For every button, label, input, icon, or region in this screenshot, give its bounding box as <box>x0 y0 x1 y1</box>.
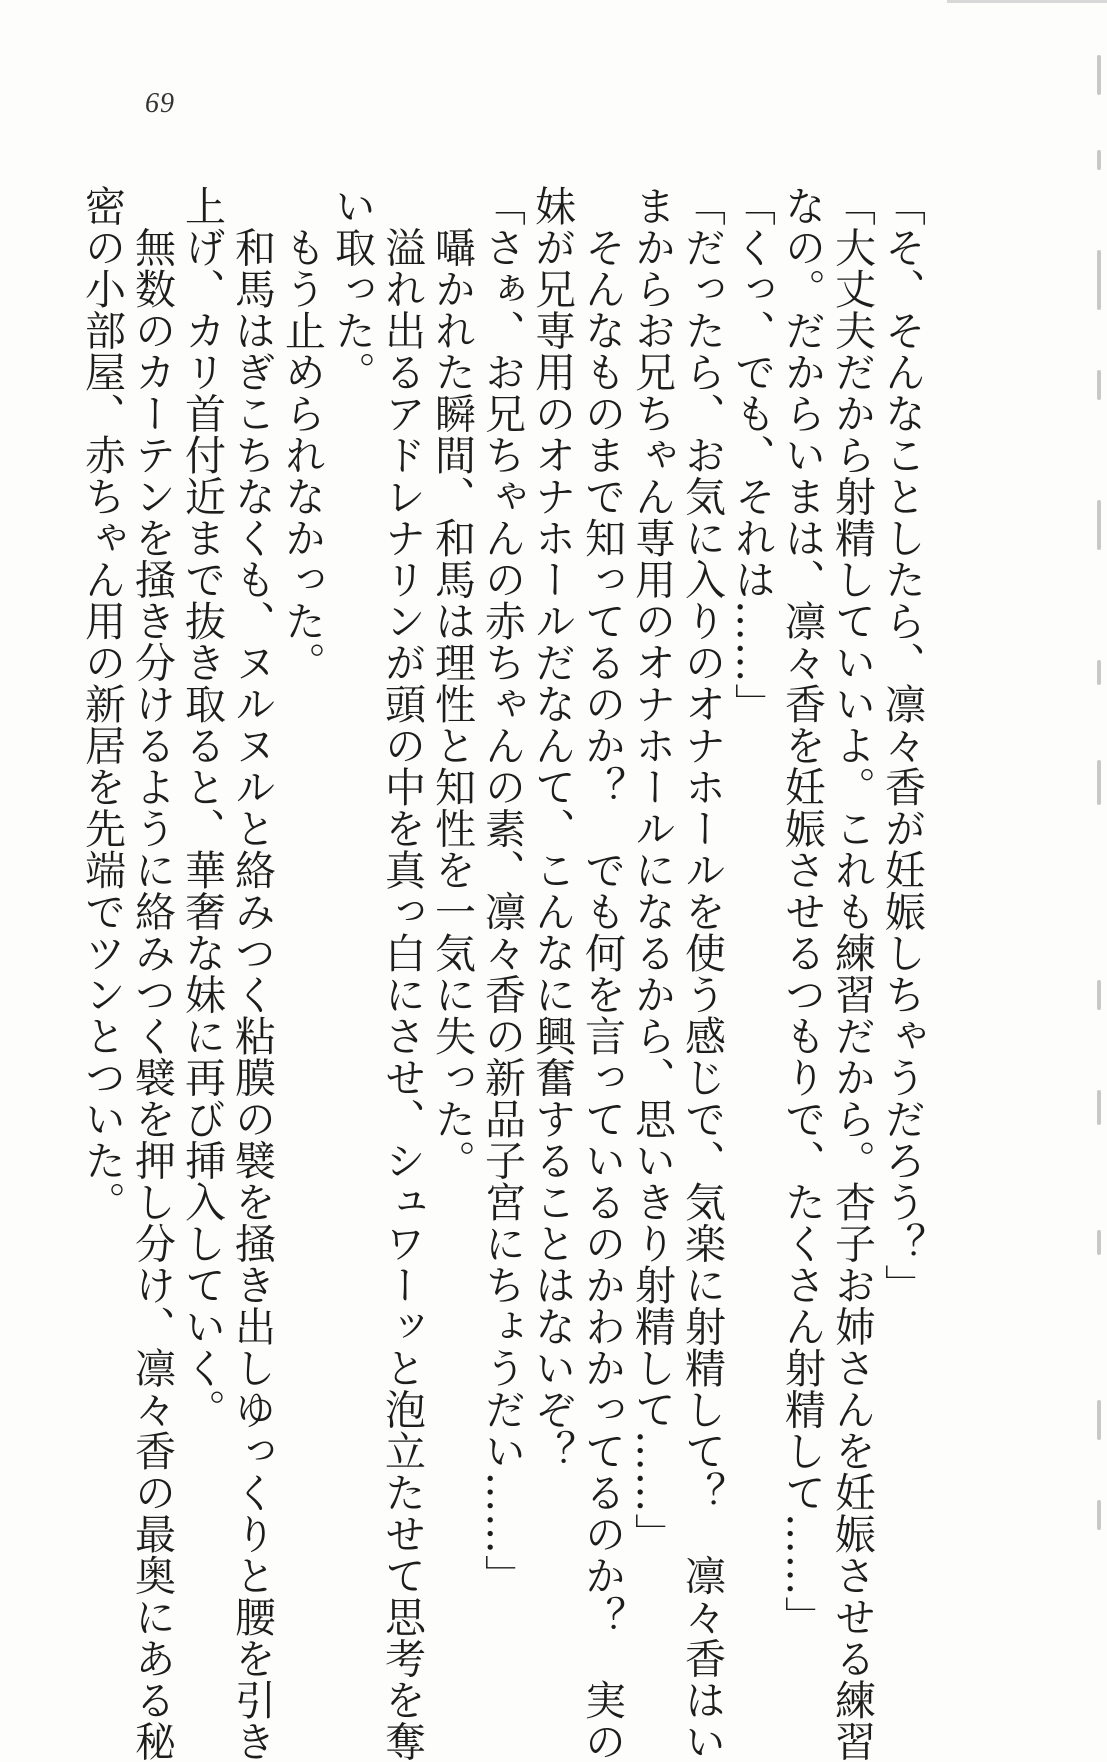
text-line: い取った。 <box>328 185 376 393</box>
edge-mark <box>1097 1400 1101 1440</box>
text-line: 「だったら、お気に入りのオナホールを使う感じで、気楽に射精して？ 凛々香はい <box>678 185 726 1762</box>
text-line: 和馬はぎこちなくも、ヌルヌルと絡みつく粘膜の襞を掻き出しゆっくりと腰を引き <box>228 185 276 1762</box>
edge-mark <box>1097 1500 1101 1530</box>
text-line: 「さぁ、お兄ちゃんの赤ちゃんの素、凛々香の新品子宮にちょうだい……」 <box>478 185 526 1596</box>
text-line: まからお兄ちゃん専用のオナホールになるから、思いきり射精して……」 <box>628 185 676 1555</box>
text-line: 密の小部屋、赤ちゃん用の新居を先端でツンとついた。 <box>78 185 126 1223</box>
edge-mark <box>1097 980 1101 1010</box>
edge-mark <box>1097 55 1101 95</box>
text-line: 妹が兄専用のオナホールだなんて、こんなに興奮することはないぞ？ <box>528 185 576 1472</box>
top-edge-rule <box>947 0 1107 3</box>
page-edge-marks <box>1087 0 1107 1600</box>
edge-mark <box>1097 660 1101 685</box>
page-number: 69 <box>145 88 175 119</box>
text-line: もう止められなかった。 <box>278 185 326 683</box>
text-line: なの。だからいまは、凛々香を妊娠させるつもりで、たくさん射精して……」 <box>778 185 826 1638</box>
text-line: 囁かれた瞬間、和馬は理性と知性を一気に失った。 <box>428 185 476 1181</box>
body-text <box>78 185 927 1762</box>
text-line: 上げ、カリ首付近まで抜き取ると、華奢な妹に再び挿入していく。 <box>178 185 226 1430</box>
edge-mark <box>1097 500 1101 550</box>
edge-mark <box>1097 760 1101 805</box>
text-line: 「大丈夫だから射精していいよ。これも練習だから。杏子お姉さんを妊娠させる練習 <box>828 185 876 1762</box>
edge-mark <box>1097 1230 1101 1255</box>
text-line: 無数のカーテンを掻き分けるように絡みつく襞を押し分け、凛々香の最奥にある秘 <box>128 185 176 1762</box>
edge-mark <box>1097 250 1101 310</box>
text-line: 溢れ出るアドレナリンが頭の中を真っ白にさせ、シュワーッと泡立たせて思考を奪 <box>378 185 426 1762</box>
edge-mark <box>1097 370 1101 400</box>
text-line: そんなものまで知ってるのか？ でも何を言っているのかわかってるのか？ 実の <box>578 185 626 1762</box>
text-line: 「そ、そんなことしたら、凛々香が妊娠しちゃうだろう？」 <box>878 185 926 1306</box>
edge-mark <box>1097 1090 1101 1125</box>
edge-mark <box>1097 150 1101 170</box>
text-line: 「くっ、でも、それは……」 <box>728 185 776 725</box>
